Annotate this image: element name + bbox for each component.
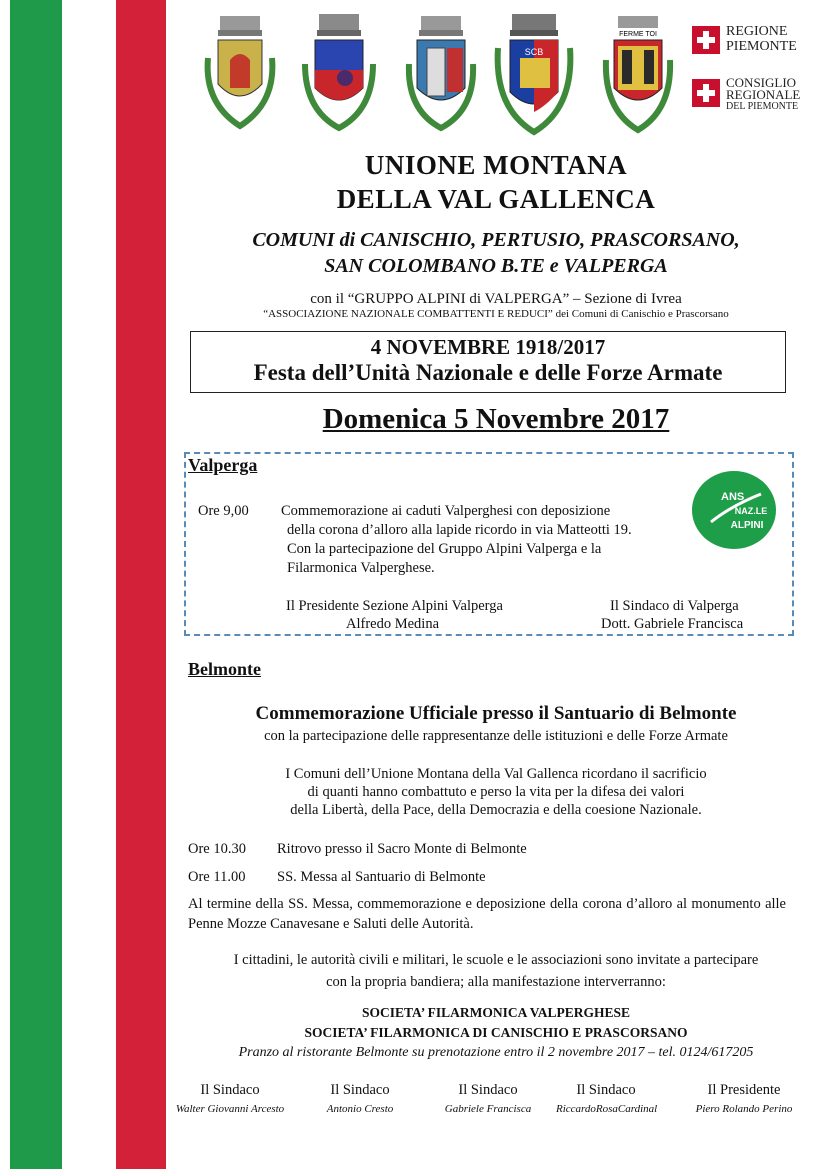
event-box-line2: Festa dell’Unità Nazionale e delle Forze Armate: [253, 360, 723, 385]
flag-white-stripe: [62, 0, 116, 1169]
alpini-alpini: ALPINI: [730, 520, 764, 531]
consiglio-regionale-logo: [690, 77, 810, 117]
signature-name: Walter Giovanni Arcesto: [175, 1103, 285, 1115]
signature-name: Piero Rolando Perino: [695, 1103, 793, 1115]
alpini-logo: [691, 470, 777, 550]
band-1: SOCIETA’ FILARMONICA VALPERGHESE: [361, 1005, 631, 1020]
valperga-title: Valperga: [188, 455, 258, 475]
event-box: [190, 331, 786, 393]
schedule-time-2: Ore 11.00: [188, 869, 246, 885]
consiglio-line3: DEL PIEMONTE: [726, 101, 799, 112]
belmonte-para-3: della Libertà, della Pace, della Democrazia e della coesione Nazionale.: [290, 802, 702, 818]
regione-line2: PIEMONTE: [726, 39, 797, 54]
signature-role: Il Sindaco: [458, 1082, 518, 1098]
title-line2: DELLA VAL GALLENCA: [336, 184, 656, 214]
belmonte-title: Belmonte: [188, 659, 261, 679]
signature-2: [300, 1082, 420, 1115]
crest-san-colombano: [490, 8, 578, 136]
lunch-info: Pranzo al ristorante Belmonte su prenotazione entro il 2 novembre 2017 – tel. 0124/617205: [238, 1045, 754, 1060]
main-date: Domenica 5 Novembre 2017: [322, 403, 670, 435]
crest-prascorsano: [397, 8, 485, 136]
consiglio-line2: REGIONALE: [726, 87, 801, 102]
alpini-ans: ANS: [721, 491, 745, 503]
valperga-text-1: Commemorazione ai caduti Valperghesi con deposizione: [281, 503, 611, 519]
valperga-time: Ore 9,00: [198, 503, 249, 519]
consiglio-line1: CONSIGLIO: [726, 75, 797, 90]
valperga-sig-left-role: Il Presidente Sezione Alpini Valperga: [286, 598, 503, 614]
valperga-text-2: della corona d’alloro alla lapide ricordo in via Matteotti 19.: [287, 522, 632, 538]
flag-red-stripe: [116, 0, 166, 1169]
schedule-time-1: Ore 10.30: [188, 841, 246, 857]
crest-valperga: [594, 8, 682, 136]
valperga-sig-left-name: Alfredo Medina: [346, 616, 440, 632]
signature-name: Gabriele Francisca: [444, 1103, 532, 1115]
invite-line2: con la propria bandiera; alla manifestazione interverranno:: [326, 974, 666, 990]
subtitle-line2: SAN COLOMBANO B.TE e VALPERGA: [324, 255, 668, 277]
signature-role: Il Sindaco: [200, 1082, 260, 1098]
valperga-text-3: Con la partecipazione del Gruppo Alpini Valperga e la: [287, 541, 602, 557]
piemonte-cross-icon: [692, 79, 720, 107]
signature-1: [170, 1082, 290, 1115]
title-line1: UNIONE MONTANA: [364, 150, 628, 180]
signature-3: [428, 1082, 548, 1115]
signature-5: [684, 1082, 804, 1115]
belmonte-para-1: I Comuni dell’Unione Montana della Val Gallenca ricordano il sacrificio: [285, 766, 707, 782]
flag-green-stripe: [10, 0, 62, 1169]
signature-name: Antonio Cresto: [326, 1103, 394, 1115]
regione-piemonte-logo: [690, 24, 810, 64]
regione-line1: REGIONE: [726, 24, 788, 39]
invite-line1: I cittadini, le autorità civili e militari, le scuole e le associazioni sono invitate a partecipare: [233, 952, 759, 968]
association-line1: con il “GRUPPO ALPINI di VALPERGA” – Sezione di Ivrea: [310, 291, 682, 307]
valperga-sig-right-role: Il Sindaco di Valperga: [610, 598, 739, 614]
crest-canischio: [196, 8, 284, 136]
valperga-text-4: Filarmonica Valperghese.: [287, 560, 435, 576]
schedule-text-2: SS. Messa al Santuario di Belmonte: [277, 869, 486, 885]
signature-role: Il Presidente: [707, 1082, 781, 1098]
valperga-sig-right-name: Dott. Gabriele Francisca: [601, 616, 744, 632]
piemonte-cross-icon: [692, 26, 720, 54]
event-box-line1: 4 NOVEMBRE 1918/2017: [370, 335, 606, 359]
subtitle-line1: COMUNI di CANISCHIO, PERTUSIO, PRASCORSANO,: [252, 229, 740, 251]
signature-role: Il Sindaco: [330, 1082, 390, 1098]
alpini-naz: NAZ.LE: [734, 506, 768, 516]
crest-motto-label: FERME TOI: [619, 31, 657, 38]
signature-4: [556, 1082, 656, 1115]
band-2: SOCIETA’ FILARMONICA DI CANISCHIO E PRASCORSANO: [304, 1025, 688, 1040]
belmonte-heading: Commemorazione Ufficiale presso il Santuario di Belmonte: [255, 703, 737, 724]
schedule-text-1: Ritrovo presso il Sacro Monte di Belmonte: [277, 841, 527, 857]
belmonte-subheading: con la partecipazione delle rappresentanze delle istituzioni e delle Forze Armate: [264, 728, 728, 744]
belmonte-closing: Al termine della SS. Messa, commemorazione e deposizione della corona d’alloro al monumento alle Penne Mozze Canavesane e Saluti delle Autorità.: [188, 896, 786, 932]
association-line2: “ASSOCIAZIONE NAZIONALE COMBATTENTI E REDUCI” dei Comuni di Canischio e Prascorsano: [263, 308, 729, 320]
signature-name: RiccardoRosaCardinal: [556, 1103, 658, 1115]
signature-role: Il Sindaco: [576, 1082, 636, 1098]
crest-scb-label: SCB: [524, 47, 544, 57]
crest-pertusio: [295, 8, 383, 136]
belmonte-para-2: di quanti hanno combattuto e perso la vita per la difesa dei valori: [307, 784, 685, 800]
